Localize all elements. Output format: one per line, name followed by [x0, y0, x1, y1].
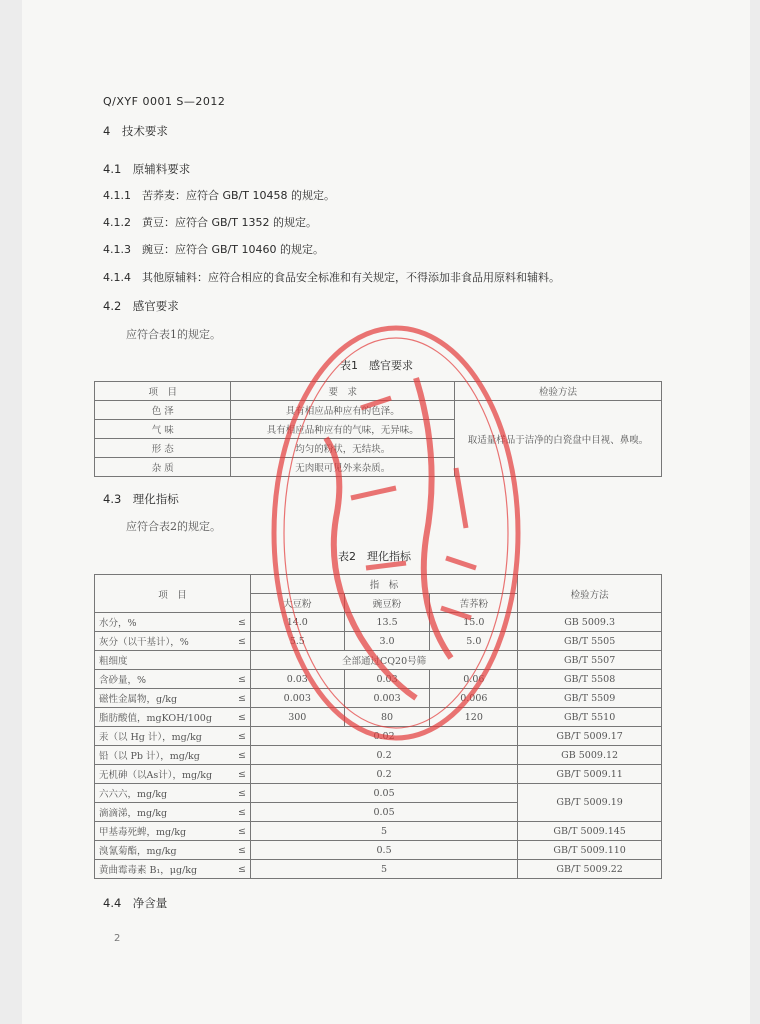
- section-4-1-3: 4.1.3 豌豆：应符合 GB/T 10460 的规定。: [103, 243, 324, 256]
- section-4-1-2: 4.1.2 黄豆：应符合 GB/T 1352 的规定。: [103, 216, 317, 229]
- header-method: 检验方法: [518, 575, 662, 613]
- sensory-table: [94, 381, 662, 477]
- header-method: 检验方法: [455, 382, 662, 401]
- section-4-heading: 4 技术要求: [103, 124, 168, 138]
- requirement-cell: 均匀的粉状，无结块。: [231, 439, 455, 458]
- method-cell: GB/T 5507: [518, 651, 662, 670]
- item-cell: 形 态: [95, 439, 231, 458]
- method-cell: GB/T 5009.11: [518, 765, 662, 784]
- table-row: [95, 746, 662, 765]
- requirement-cell: 具有相应品种应有的色泽。: [231, 401, 455, 420]
- value-cell: 80: [344, 708, 430, 727]
- value-cell: 0.2: [250, 746, 517, 765]
- value-cell: 0.06: [430, 670, 518, 689]
- value-cell: 14.0: [250, 613, 344, 632]
- value-cell: 0.5: [250, 841, 517, 860]
- empty-cell: [226, 651, 250, 670]
- le-sign: ≤: [226, 613, 250, 632]
- method-cell: 取适量样品于洁净的白瓷盘中目视、鼻嗅。: [455, 401, 662, 477]
- value-cell: 0.003: [344, 689, 430, 708]
- method-cell: GB/T 5009.19: [518, 784, 662, 822]
- method-cell: GB/T 5009.145: [518, 822, 662, 841]
- le-sign: ≤: [226, 822, 250, 841]
- requirement-cell: 无肉眼可见外来杂质。: [231, 458, 455, 477]
- requirement-cell: 具有相应品种应有的气味，无异味。: [231, 420, 455, 439]
- le-sign: ≤: [226, 708, 250, 727]
- value-cell: 0.05: [250, 803, 517, 822]
- value-cell: 0.03: [250, 670, 344, 689]
- item-cell: 磁性金属物，g/kg: [95, 689, 227, 708]
- item-cell: 水分，%: [95, 613, 227, 632]
- section-4-1-4: 4.1.4 其他原辅料：应符合相应的食品安全标准和有关规定，不得添加非食品用原料和辅料。: [103, 271, 560, 284]
- le-sign: ≤: [226, 746, 250, 765]
- value-cell: 全部通过CQ20号筛: [250, 651, 517, 670]
- item-cell: 铅（以 Pb 计），mg/kg: [95, 746, 227, 765]
- item-cell: 含砂量，%: [95, 670, 227, 689]
- section-4-2-heading: 4.2 感官要求: [103, 299, 179, 313]
- value-cell: 0.02: [250, 727, 517, 746]
- item-cell: 黄曲霉毒素 B₁，μg/kg: [95, 860, 227, 879]
- header-item: 项 目: [95, 382, 231, 401]
- section-4-1-1: 4.1.1 苦荞麦：应符合 GB/T 10458 的规定。: [103, 189, 335, 202]
- le-sign: ≤: [226, 841, 250, 860]
- table-row: [95, 632, 662, 651]
- le-sign: ≤: [226, 803, 250, 822]
- value-cell: 5.5: [250, 632, 344, 651]
- value-cell: 15.0: [430, 613, 518, 632]
- le-sign: ≤: [226, 689, 250, 708]
- method-cell: GB 5009.3: [518, 613, 662, 632]
- header-soybean: 大豆粉: [250, 594, 344, 613]
- le-sign: ≤: [226, 727, 250, 746]
- item-cell: 无机砷（以As计），mg/kg: [95, 765, 227, 784]
- section-4-3-heading: 4.3 理化指标: [103, 492, 179, 506]
- value-cell: 0.006: [430, 689, 518, 708]
- value-cell: 0.2: [250, 765, 517, 784]
- le-sign: ≤: [226, 784, 250, 803]
- item-cell: 甲基毒死蜱，mg/kg: [95, 822, 227, 841]
- table-row: [95, 822, 662, 841]
- physicochemical-table: [94, 574, 662, 879]
- header-index: 指 标: [250, 575, 517, 594]
- table1-caption: 表1 感官要求: [340, 359, 413, 372]
- item-cell: 气 味: [95, 420, 231, 439]
- page-number: 2: [114, 933, 121, 944]
- section-4-1-heading: 4.1 原辅料要求: [103, 162, 191, 176]
- method-cell: GB/T 5009.17: [518, 727, 662, 746]
- item-cell: 汞（以 Hg 计），mg/kg: [95, 727, 227, 746]
- item-cell: 溴氰菊酯，mg/kg: [95, 841, 227, 860]
- item-cell: 粗细度: [95, 651, 227, 670]
- table-row: [95, 651, 662, 670]
- item-cell: 杂 质: [95, 458, 231, 477]
- table-row: [95, 689, 662, 708]
- section-4-2-text: 应符合表1的规定。: [126, 328, 221, 341]
- item-cell: 六六六，mg/kg: [95, 784, 227, 803]
- table-row: [95, 860, 662, 879]
- method-cell: GB/T 5510: [518, 708, 662, 727]
- method-cell: GB/T 5505: [518, 632, 662, 651]
- item-cell: 脂肪酸值，mgKOH/100g: [95, 708, 227, 727]
- table-row: [95, 708, 662, 727]
- value-cell: 3.0: [344, 632, 430, 651]
- value-cell: 5: [250, 822, 517, 841]
- method-cell: GB/T 5508: [518, 670, 662, 689]
- method-cell: GB/T 5009.22: [518, 860, 662, 879]
- value-cell: 13.5: [344, 613, 430, 632]
- value-cell: 120: [430, 708, 518, 727]
- value-cell: 5.0: [430, 632, 518, 651]
- value-cell: 0.03: [344, 670, 430, 689]
- doc-code: Q/XYF 0001 S—2012: [103, 95, 226, 108]
- le-sign: ≤: [226, 765, 250, 784]
- header-buckwheat: 苦荞粉: [430, 594, 518, 613]
- section-4-3-text: 应符合表2的规定。: [126, 520, 221, 533]
- item-cell: 灰分（以干基计），%: [95, 632, 227, 651]
- table2-caption: 表2 理化指标: [338, 550, 411, 563]
- value-cell: 5: [250, 860, 517, 879]
- header-pea: 豌豆粉: [344, 594, 430, 613]
- table-row: [95, 401, 662, 420]
- le-sign: ≤: [226, 632, 250, 651]
- table-row: [95, 765, 662, 784]
- table-row: [95, 727, 662, 746]
- header-requirement: 要 求: [231, 382, 455, 401]
- table-row: [95, 841, 662, 860]
- value-cell: 0.003: [250, 689, 344, 708]
- method-cell: GB/T 5009.110: [518, 841, 662, 860]
- table-row: [95, 382, 662, 401]
- method-cell: GB/T 5509: [518, 689, 662, 708]
- table-row: [95, 670, 662, 689]
- table-row: [95, 613, 662, 632]
- value-cell: 0.05: [250, 784, 517, 803]
- method-cell: GB 5009.12: [518, 746, 662, 765]
- header-item: 项 目: [95, 575, 251, 613]
- table-row: [95, 784, 662, 803]
- section-4-4-heading: 4.4 净含量: [103, 896, 168, 910]
- le-sign: ≤: [226, 860, 250, 879]
- item-cell: 滴滴涕，mg/kg: [95, 803, 227, 822]
- value-cell: 300: [250, 708, 344, 727]
- item-cell: 色 泽: [95, 401, 231, 420]
- le-sign: ≤: [226, 670, 250, 689]
- table-row: [95, 575, 662, 594]
